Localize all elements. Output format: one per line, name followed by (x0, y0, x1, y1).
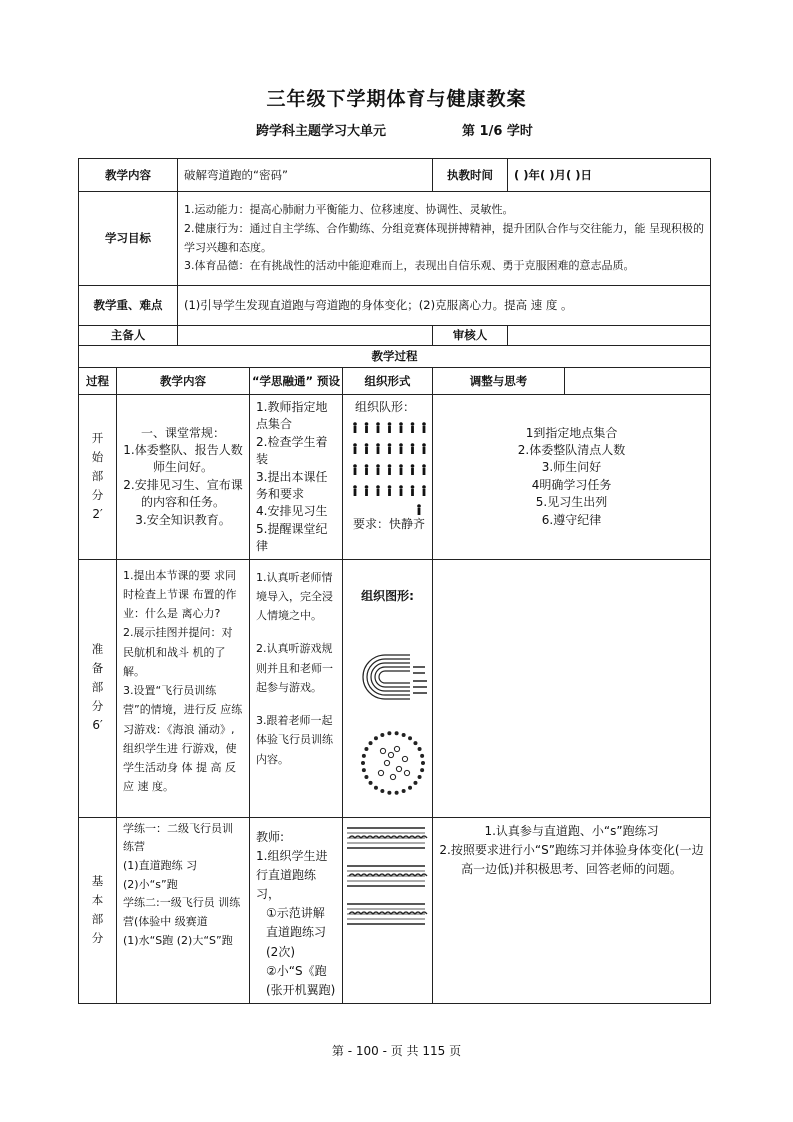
header-stage: 过程 (79, 368, 117, 395)
unit-subtitle: 跨学科主题学习大单元 (256, 124, 387, 139)
basic-organization (343, 817, 433, 1004)
time-value: ( )年( )月( )日 (508, 159, 711, 192)
goal-item: 3.体育品德：在有挑战性的活动中能迎难而上，表现出自信乐观、勇于克服困难的意志品质。 (184, 259, 635, 273)
header-preset: “学思融通” 预设 (250, 368, 343, 395)
formation-figure-icon (349, 416, 439, 516)
goal-item: 2.健康行为：通过自主学练、合作勤练、分组竞赛体现拼搏精神，提升团队合作与交往能力，能 呈现积极的学习兴趣和态度。 (184, 221, 704, 254)
header-empty (565, 368, 711, 395)
content-label: 教学内容 (79, 159, 178, 192)
lesson-plan-table (78, 158, 711, 1004)
reviewer-value (508, 326, 711, 346)
basic-adjust: 1.认真参与直道跑、小“s”跑练习 2.按照要求进行小“S”跑练习并体验身体变化(一边高一边低)并积极思考、回答老师的问题。 (433, 817, 711, 1004)
time-label: 执教时间 (433, 159, 508, 192)
goals-row (79, 192, 711, 286)
circle-figure-icon (357, 727, 429, 799)
prep-section-row (79, 559, 711, 817)
reviewer-label: 审核人 (433, 326, 508, 346)
page-footer: 第 - 100 - 页 共 115 页 (331, 1044, 462, 1058)
key-points-row (79, 286, 711, 326)
preparer-value (178, 326, 433, 346)
key-points-value: (1)引导学生发现直道跑与弯道跑的身体变化；(2)克服离心力。提高 速 度 。 (178, 286, 711, 326)
content-row (79, 159, 711, 192)
process-title-row (79, 346, 711, 368)
goals-list (178, 192, 711, 286)
start-preset: 1.教师指定地点集合 2.检查学生着装 3.提出本课任务和要求 4.安排见习生 5.提醒课堂纪律 (250, 395, 343, 560)
preparer-row (79, 326, 711, 346)
start-content: 一、课堂常规： 1.体委整队、报告人数师生问好。 2.安排见习生、宣布课的内容和任务。 3.安全知识教育。 (117, 395, 250, 560)
header-content: 教学内容 (117, 368, 250, 395)
prep-adjust (433, 559, 711, 817)
preparer-label: 主备人 (79, 326, 178, 346)
basic-stage: 基 本 部 分 (79, 817, 117, 1004)
basic-section-row (79, 817, 711, 1004)
start-organization: 组织队形： 要求：快静齐 (343, 395, 433, 560)
basic-content: 学练一：二级飞行员训练营 (1)直道跑练 习 (2)小“s”跑 学练二:一级飞行员 训练营(体验中 级赛道 (1)水“S跑 (2)大“S”跑 (117, 817, 250, 1004)
header-adjust: 调整与思考 (433, 368, 565, 395)
document-title: 三年级下学期体育与健康教案 (266, 88, 527, 110)
org-figure-label: 组织图形: (361, 588, 414, 603)
goal-item: 1.运动能力：提高心肺耐力平衡能力、位移速度、协调性、灵敏性。 (184, 203, 514, 217)
prep-preset: 1.认真听老师情境导入，完全浸人情境之中。 2.认真听游戏规则并且和老师一起参与游戏。 3.跟着老师一起体验飞行员训练内容。 (250, 559, 343, 817)
process-title: 教学过程 (79, 346, 711, 368)
header-organization: 组织形式 (343, 368, 433, 395)
basic-preset: 教师: 1.组织学生进行直道跑练习， ①示范讲解直道跑练习(2次) ②小“S《跑(张开机翼跑) (250, 817, 343, 1004)
start-section-row (79, 395, 711, 560)
start-adjust: 1到指定地点集合 2.体委整队清点人数 3.师生问好 4明确学习任务 5.见习生出列 6.遵守纪律 (433, 395, 711, 560)
prep-content: 1.提出本节课的要 求同时检査上节课 布置的作业：什么是 离心力? 2.展示挂图并提问：对民航机和战斗 机的了解。 3.设置“飞行员训练 营”的情境，进行反 应练习游戏：《海浪 涌动》,组织学生进 行游戏，使学生活动身 体 提 高 反 应 速 度。 (117, 559, 250, 817)
track-figure-icon (355, 647, 435, 707)
prep-stage: 准 备 部 分 6′ (79, 559, 117, 817)
key-points-label: 教学重、难点 (79, 286, 178, 326)
lesson-number: 第 1/6 学时 (462, 124, 533, 139)
start-stage: 开 始 部 分 2′ (79, 395, 117, 560)
goals-label: 学习目标 (79, 192, 178, 286)
prep-organization (343, 559, 433, 817)
process-header-row (79, 368, 711, 395)
lanes-figure-icon (343, 822, 429, 942)
content-value: 破解弯道跑的“密码” (178, 159, 433, 192)
